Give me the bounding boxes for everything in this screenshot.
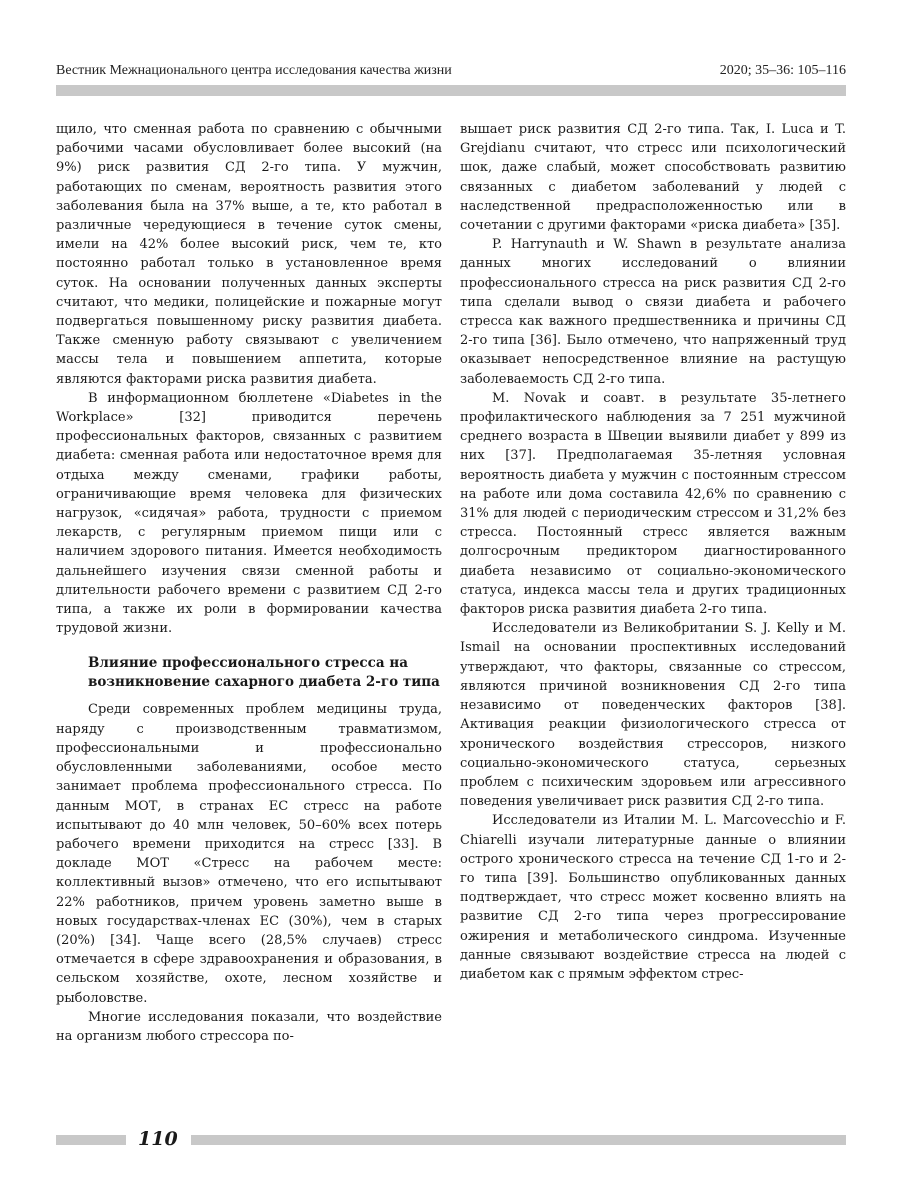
left-paragraph-2: В информационном бюллетене «Diabetes in the Workplace» [32] приводится перечень профессиональных факторов, связанных с развитием диабета: сменная работа или недостаточное время для отдыха между сменами, графики работы, ограничивающие время человека для физических нагрузок, «сидячая» работа, трудности с приемом лекарств, с регулярным приемом пищи или с наличием здорового питания. Имеется необходимость дальнейшего изучения связи сменной работы и длительности рабочего времени с развитием СД 2-го типа, а также их роли в формировании качества трудовой жизни. — [56, 390, 442, 637]
section-heading: Влияние профессионального стресса на возникновение сахарного диабета 2-го типа — [88, 655, 440, 691]
left-paragraph-4: Многие исследования показали, что воздействие на организм любого стрессора по- — [56, 1009, 442, 1044]
right-paragraph-5: Исследователи из Италии M. L. Marcovecchio и F. Chiarelli изучали литературные данные о влиянии острого хронического стресса на течение СД 1-го и 2-го типа [39]. Большинство опубликованных данных подтверждает, что стресс может косвенно влиять на развитие СД 2-го типа через прогрессирование ожирения и метаболического синдрома. Изученные данные связывают воздействие стресса на людей с диабетом как с прямым эффектом стрес- — [460, 813, 846, 982]
running-header — [56, 63, 846, 79]
left-paragraph-3: Среди современных проблем медицины труда, наряду с производственным травматизмом, профессиональными и профессионально обусловленными заболеваниями, особое место занимает проблема профессионального стресса. По данным МОТ, в странах ЕС стресс на работе испытывают до 40 млн человек, 50–60% всех потерь рабочего времени приходится на стресс [33]. В докладе МОТ «Стресс на рабочем месте: коллективный вызов» отмечено, что его испытывают 22% работников, причем уровень заметно выше в новых государствах-членах ЕС (30%), чем в старых (20%) [34]. Чаще всего (28,5% случаев) стресс отмечается в сфере здравоохранения и образования, в сельском хозяйстве, охоте, лесном хозяйстве и рыболовстве. — [56, 702, 442, 1006]
issue-info: 2020; 35–36: 105–116 — [719, 63, 846, 78]
footer-bar-right — [191, 1135, 846, 1145]
left-column — [56, 120, 442, 1046]
left-paragraph-1: щило, что сменная работа по сравнению с обычными рабочими часами обусловливает более высокий (на 9%) риск развития СД 2-го типа. У мужчин, работающих по сменам, вероятность развития этого заболевания была на 37% выше, а те, кто работал в различные чередующиеся в течение суток смены, имели на 42% более высокий риск, чем те, кто постоянно работал только в установленное время суток. На основании полученных данных эксперты считают, что медики, полицейские и пожарные могут подвергаться повышенному риску развития диабета. Также сменную работу связывают с увеличением массы тела и повышением аппетита, которые являются факторами риска развития диабета. — [56, 122, 442, 387]
page-footer — [56, 1128, 846, 1150]
right-paragraph-2: P. Harrynauth и W. Shawn в результате анализа данных многих исследований о влиянии профессионального стресса на риск развития СД 2-го типа сделали вывод о связи диабета и рабочего стресса как важного предшественника и причины СД 2-го типа [36]. Было отмечено, что напряженный труд оказывает непосредственное влияние на растущую заболеваемость СД 2-го типа. — [460, 237, 846, 387]
journal-title: Вестник Межнационального центра исследования качества жизни — [56, 63, 452, 78]
right-column — [460, 120, 846, 984]
right-paragraph-4: Исследователи из Великобритании S. J. Kelly и M. Ismail на основании проспективных исследований утверждают, что факторы, связанные со стрессом, являются причиной возникновения СД 2-го типа независимо от поведенческих факторов [38]. Активация реакции физиологического стресса от хронического воздействия стрессоров, низкого социально-экономического статуса, серьезных проблем с психическим здоровьем или агрессивного поведения увеличивает риск развития СД 2-го типа. — [460, 621, 846, 810]
footer-bar-left — [56, 1135, 126, 1145]
header-rule — [56, 85, 846, 96]
right-paragraph-1: вышает риск развития СД 2-го типа. Так, I. Luca и T. Grejdianu считают, что стресс или психологический шок, даже слабый, может способствовать развитию связанных с диабетом заболеваний у людей с наследственной предрасположенностью или в сочетании с другими факторами «риска диабета» [35]. — [460, 122, 846, 234]
page-number: 110 — [138, 1128, 178, 1150]
right-paragraph-3: M. Novak и соавт. в результате 35-летнего профилактического наблюдения за 7 251 мужчиной среднего возраста в Швеции выявили диабет у 899 из них [37]. Предполагаемая 35-летняя условная вероятность диабета у мужчин с постоянным стрессом на работе или дома составила 42,6% по сравнению с 31% для людей с периодическим стрессом и 31,2% без стресса. Постоянный стресс является важным долгосрочным предиктором диагностированного диабета независимо от социально-экономического статуса, индекса массы тела и других традиционных факторов риска развития диабета 2-го типа. — [460, 390, 846, 618]
